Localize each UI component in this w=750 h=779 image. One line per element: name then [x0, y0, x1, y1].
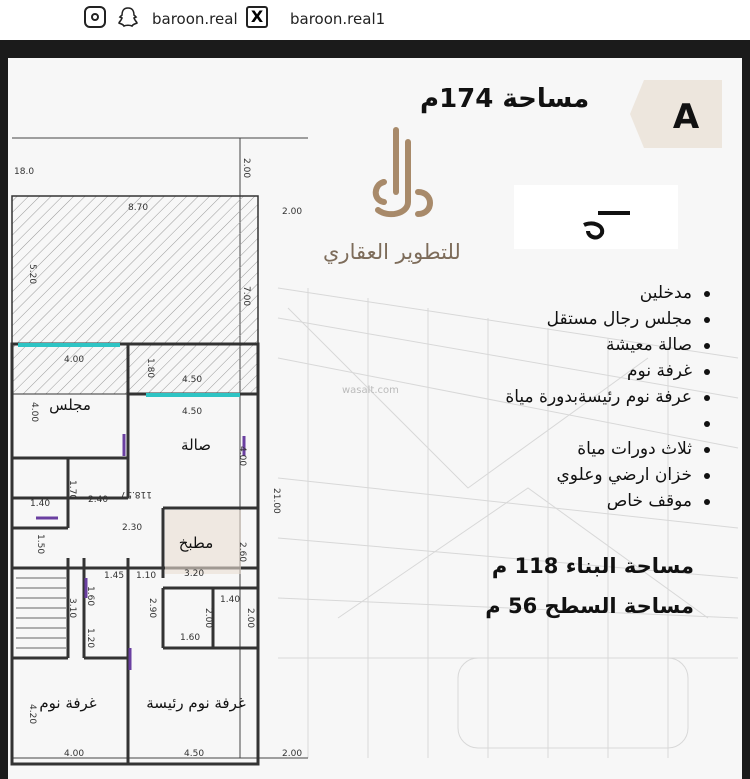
dim-label: 21.00	[271, 488, 281, 514]
dim-label: 4.50	[182, 375, 203, 385]
dim-label: 2.00	[245, 608, 255, 629]
room-hall-label: صالة	[181, 436, 211, 454]
dim-label: 1.10	[136, 571, 157, 581]
dim-label: 1.60	[85, 586, 95, 607]
feature-item: ثلاث دورات مياة	[372, 436, 692, 462]
dim-label: 1.40	[220, 595, 241, 605]
instagram-icon[interactable]	[84, 6, 106, 28]
unit-letter: A	[672, 97, 700, 137]
dim-label: 4.50	[184, 749, 205, 759]
dim-label: 3.10	[67, 598, 77, 619]
dim-label: 4.00	[64, 749, 85, 759]
unit-badge	[630, 78, 722, 150]
roof-area: مساحة السطح 56 م	[485, 594, 694, 618]
redacted-box	[514, 185, 678, 249]
snapchat-handle[interactable]: baroon.real	[152, 10, 238, 28]
dim-label: 4.00	[64, 355, 85, 365]
building-area: مساحة البناء 118 م	[491, 554, 694, 578]
dim-label: 1.80	[145, 358, 155, 379]
dim-label: 1.20	[85, 628, 95, 649]
x-handle[interactable]: baroon.real1	[290, 10, 386, 28]
dim-label: 2.90	[147, 598, 157, 619]
feature-item-blank	[372, 410, 692, 436]
snapchat-icon[interactable]	[118, 6, 138, 28]
feature-item: مجلس رجال مستقل	[372, 306, 692, 332]
feature-item: عرفة نوم رئيسةبدورة مياة	[372, 384, 692, 410]
dim-label: 2.30	[122, 523, 143, 533]
dim-label: 7.00	[241, 286, 251, 307]
dim-label: 4.00	[237, 446, 247, 467]
feature-item: صالة معيشة	[372, 332, 692, 358]
dim-label: 1.60	[180, 633, 201, 643]
dim-label: 1.50	[35, 534, 45, 555]
dim-label: 1.70	[67, 480, 77, 501]
dim-label: 2.00	[282, 749, 303, 759]
dim-label: 3.20	[184, 569, 205, 579]
dim-label: 2.00	[203, 608, 213, 629]
social-header	[0, 0, 750, 40]
logo-tagline: للتطوير العقاري	[323, 240, 461, 264]
feature-item: خزان ارضي وعلوي	[372, 462, 692, 488]
watermark: wasalt.com	[342, 385, 399, 396]
dim-label: 8.70	[128, 203, 149, 213]
dim-label: 1.45	[104, 571, 125, 581]
feature-item: موقف خاص	[372, 488, 692, 514]
room-master-label: غرفة نوم رئيسة	[146, 694, 246, 712]
room-kitchen-label: مطبخ	[178, 534, 214, 552]
room-majlis-label: مجلس	[49, 396, 91, 414]
dim-label: 118.57	[120, 489, 152, 499]
dim-label: 4.50	[182, 407, 203, 417]
dim-label: 2.00	[241, 158, 251, 179]
dim-label: 2.60	[237, 542, 247, 563]
feature-item: مدخلين	[372, 280, 692, 306]
x-icon[interactable]: X	[246, 6, 268, 28]
room-bedroom-label: غرفة نوم	[39, 694, 97, 712]
dim-label: 2.40	[88, 495, 109, 505]
dim-label: 2.00	[282, 207, 303, 217]
dim-label: 18.0	[14, 167, 35, 177]
dim-label: 4.00	[29, 402, 39, 423]
features-list	[372, 280, 692, 514]
feature-item: غرفة نوم	[372, 358, 692, 384]
dim-label: 1.40	[30, 499, 51, 509]
plot-area-title: مساحة 174م	[420, 84, 590, 114]
dim-label: 5.20	[27, 264, 37, 285]
dim-label: 4.20	[27, 704, 37, 725]
